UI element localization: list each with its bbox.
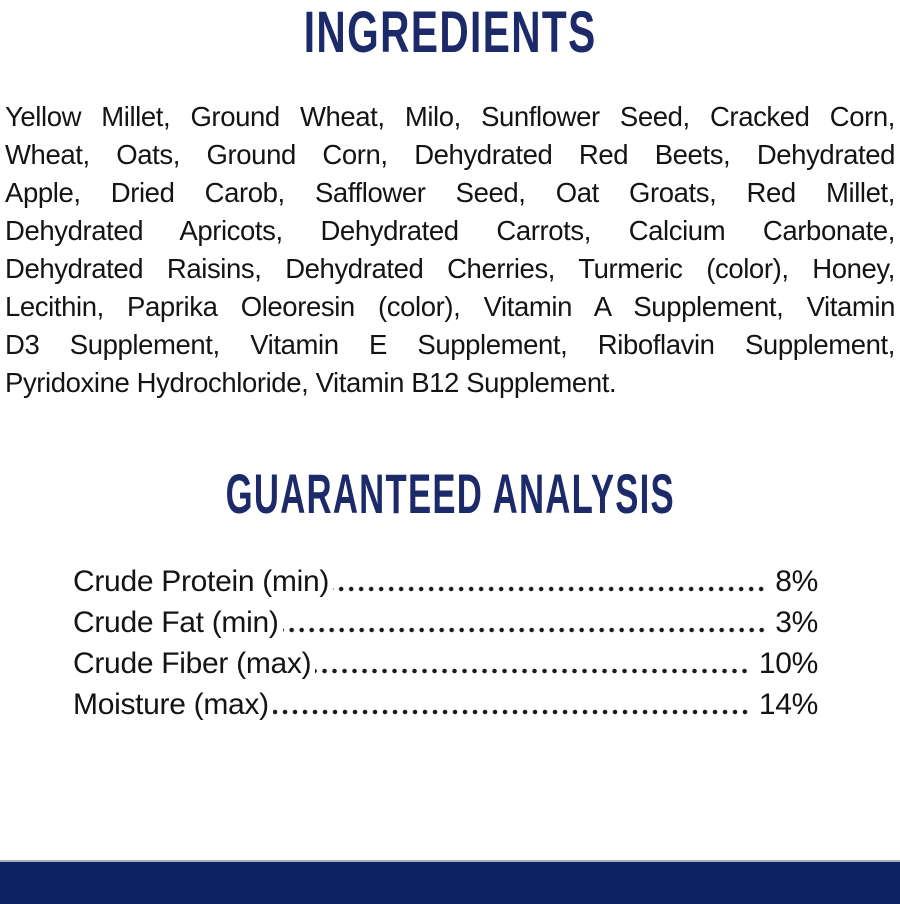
dot-leader (333, 585, 766, 593)
dot-leader (273, 708, 750, 716)
guaranteed-analysis-heading-text: GUARANTEED ANALYSIS (225, 462, 675, 525)
guaranteed-analysis-heading (0, 462, 900, 525)
analysis-row-moisture (73, 681, 818, 722)
ingredients-line: Dehydrated Apricots, Dehydrated Carrots, Calcium Carbonate, (5, 215, 895, 246)
ingredients-line: Apple, Dried Carob, Safflower Seed, Oat Groats, Red Millet, (5, 177, 895, 208)
ingredients-heading-text: INGREDIENTS (303, 0, 597, 65)
ingredients-heading (0, 0, 900, 65)
analysis-value: 8% (775, 565, 818, 598)
ingredients-line: Pyridoxine Hydrochloride, Vitamin B12 Supplement. (5, 367, 617, 398)
ingredients-line: Dehydrated Raisins, Dehydrated Cherries, Turmeric (color), Honey, (5, 253, 895, 284)
analysis-row-crude-protein (73, 558, 818, 599)
analysis-label: Moisture (max) (73, 688, 269, 721)
analysis-value: 3% (775, 606, 818, 639)
ingredients-line: Wheat, Oats, Ground Corn, Dehydrated Red Beets, Dehydrated (5, 139, 895, 170)
ingredients-line: D3 Supplement, Vitamin E Supplement, Riboflavin Supplement, (5, 329, 895, 360)
ingredients-line: Yellow Millet, Ground Wheat, Milo, Sunflower Seed, Cracked Corn, (5, 101, 895, 132)
analysis-label: Crude Fat (min) (73, 606, 279, 639)
analysis-value: 14% (758, 688, 818, 721)
guaranteed-analysis-table (73, 558, 818, 722)
dot-leader (315, 667, 750, 675)
analysis-row-crude-fat (73, 599, 818, 640)
bottom-bar-fill (0, 862, 900, 904)
dot-leader (283, 626, 767, 634)
bottom-accent-bar (0, 860, 900, 904)
ingredients-paragraph (5, 98, 895, 402)
ingredients-line: Lecithin, Paprika Oleoresin (color), Vitamin A Supplement, Vitamin (5, 291, 895, 322)
analysis-value: 10% (758, 647, 818, 680)
analysis-label: Crude Protein (min) (73, 565, 330, 598)
analysis-row-crude-fiber (73, 640, 818, 681)
analysis-label: Crude Fiber (max) (73, 647, 312, 680)
